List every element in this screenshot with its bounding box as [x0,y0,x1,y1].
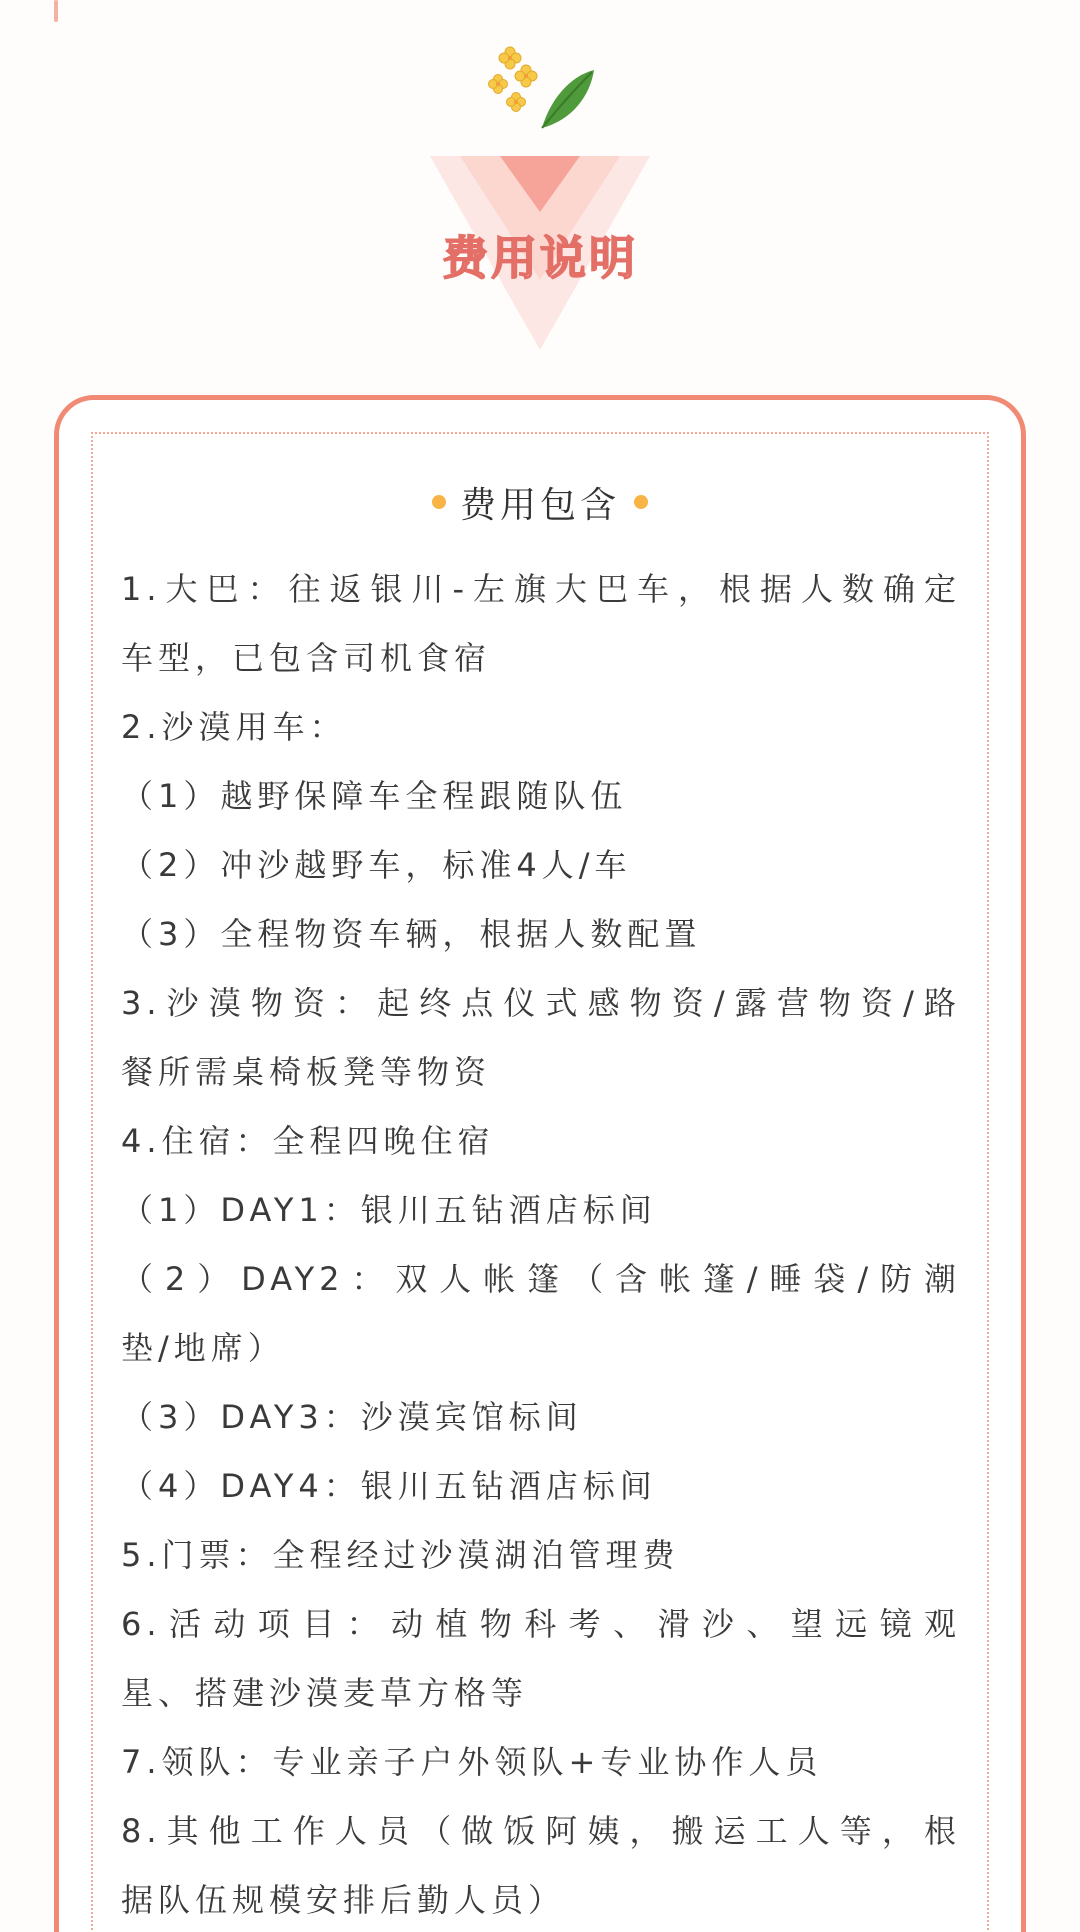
list-line: 4.住宿：全程四晚住宿 [121,1122,495,1160]
list-line: （3）全程物资车辆，根据人数配置 [121,915,702,953]
list-line: （1）越野保障车全程跟随队伍 [121,777,628,815]
bullet-dot-icon [432,495,446,509]
list-line: 餐所需桌椅板凳等物资 [121,1053,492,1091]
top-accent-line [54,0,58,22]
fee-list [121,555,961,1932]
list-line: 3.沙漠物资：起终点仪式感物资/露营物资/路 [121,984,961,1022]
list-line: 2.沙漠用车： [121,708,347,746]
section-title: 费用说明 [442,231,638,285]
list-line: （2）DAY2：双人帐篷（含帐篷/睡袋/防潮 [121,1260,961,1298]
list-line: 5.门票：全程经过沙漠湖泊管理费 [121,1536,680,1574]
bullet-dot-icon [634,495,648,509]
list-line: 据队伍规模安排后勤人员） [121,1881,566,1919]
subheading [59,482,1021,526]
subheading-label: 费用包含 [459,484,620,526]
list-line: 1.大巴：往返银川-左旗大巴车，根据人数确定 [121,570,961,608]
list-line: 8.其他工作人员（做饭阿姨，搬运工人等，根 [121,1812,961,1850]
list-line: （3）DAY3：沙漠宾馆标间 [121,1398,583,1436]
list-line: （4）DAY4：银川五钻酒店标间 [121,1467,657,1505]
osmanthus-flower-leaf-icon [480,40,600,140]
list-line: 垫/地席） [121,1329,285,1367]
list-line: （1）DAY1：银川五钻酒店标间 [121,1191,657,1229]
list-line: （2）冲沙越野车，标准4人/车 [121,846,632,884]
list-line: 车型，已包含司机食宿 [121,639,492,677]
list-line: 星、搭建沙漠麦草方格等 [121,1674,529,1712]
fee-card [54,395,1026,1932]
list-line: 6.活动项目：动植物科考、滑沙、望远镜观 [121,1605,961,1643]
list-line: 7.领队：专业亲子户外领队+专业协作人员 [121,1743,823,1781]
